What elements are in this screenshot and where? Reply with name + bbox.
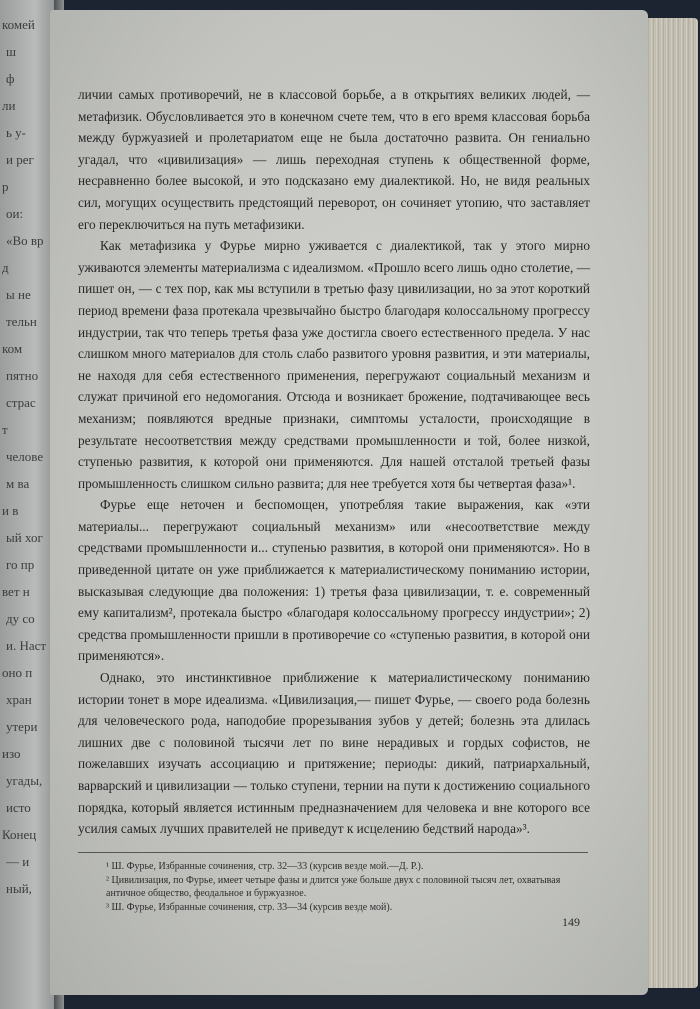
left-page-fragment: ный, [6,881,32,896]
left-page-fragment: угады, [6,773,43,788]
left-page-fragment: утери [6,719,38,734]
left-page-fragment: ф [6,71,15,86]
left-page-fragment: ы не [6,287,31,302]
left-page-fragment: ли [2,98,16,113]
right-page [50,10,648,995]
paragraph: Фурье еще неточен и беспомощен, употребляя такие выражения, как «эти материалы... перегружают социальный механизм» или «несоответствие между средствами промышленности и... ступенью развития, в которой они применяются». Но в приведенной цитате он уже приближается к материалистическому пониманию истории, высказывая следующие два положения: 1) третья фаза цивилизации, т. е. современный ему капитализм², протекала быстро «благодаря колоссальному прогрессу индустрии»; 2) средства промышленности пришли в противоречие со «ступенью развития, в которой они применяются». [78,497,590,664]
left-page-fragment: — и [6,854,30,869]
left-page-fragment: ду со [6,611,35,626]
footnote-rule [78,852,588,853]
left-page-fragment: оно п [2,665,33,680]
left-page-fragment: го пр [6,557,35,572]
left-page-fragment: ком [2,341,23,356]
paragraph: Однако, это инстинктивное приближение к материалистическому пониманию истории тонет в море идеализма. «Цивилизация,— пишет Фурье, — своего рода болезнь для человеческого рода, наподобие прорезывания зубов у детей; болезнь эта длилась лишних две с половиной тысячи лет по вине нерадивых и гордых софистов, не пожелавших изучать ассоциацию и притяжение; периоды: дикий, патриархальный, варварский и цивилизации — только ступени, тернии на пути к достижению социального порядка, который является истинным предназначением для человека и вне которого все усилия самых лучших правителей не приведут к исцелению бедствий народа»³. [78,670,590,837]
paragraph: личии самых противоречий, не в классовой борьбе, а в открытиях великих людей, — метафизик. Обусловливается это в конечном счете тем, что в его время классовая борьба между буржуазией и пролетариатом еще не была достаточно развита. Он гениально угадал, что «цивилизация» — лишь переходная ступень к общественной форме, несравненно более высокой, и это подсказано ему диалектикой. Но, не видя реальных сил, могущих осуществить предстоящий переворот, он сочиняет утопию, что заставляет его переключиться на путь метафизики. [78,87,590,232]
footnote: ² Цивилизация, по Фурье, имеет четыре фазы и длится уже больше двух с половиной тысяч лет, охватывая античное общество, феодальное и буржуазное. [106,874,561,899]
left-page-fragment: и в [2,503,19,518]
left-page-fragment: челове [6,449,44,464]
left-page-fragment: «Во вр [6,233,44,248]
left-page-fragment: пятно [6,368,39,383]
footnote: ³ Ш. Фурье, Избранные сочинения, стр. 33—34 (курсив везде мой). [106,901,393,913]
left-page-fragment: вет н [2,584,30,599]
left-page-fragment: р [2,179,9,194]
left-page-fragment: тельн [6,314,37,329]
left-page-fragment: и. Наст [6,638,47,653]
left-page-fragment: и рег [6,152,34,167]
left-page-fragment: комей [2,17,35,32]
left-page-fragment: т [2,422,8,437]
left-page-fragment: Конец [2,827,37,842]
page-number: 149 [562,915,580,929]
left-page-fragment: ш [6,44,17,59]
footnotes [78,860,598,914]
body-text [78,84,590,840]
left-page-fragment: м ва [6,476,30,491]
left-page-fragment: ои: [6,206,24,221]
left-page-fragment: ый хог [6,530,43,545]
left-page-fragment: д [2,260,9,275]
left-page-fragment: ь у- [6,125,27,140]
left-page-fragment: хран [6,692,32,707]
footnote: ¹ Ш. Фурье, Избранные сочинения, стр. 32—33 (курсив везде мой.—Д. Р.). [106,861,424,872]
paragraph: Как метафизика у Фурье мирно уживается с диалектикой, так у этого мирно уживаются элементы материализма с идеализмом. «Прошло всего лишь одно столетие, — пишет он, — с тех пор, как мы вступили в третью фазу цивилизации, но за этот короткий период времени фаза протекала чрезвычайно быстро благодаря колоссальному прогрессу индустрии, так что теперь третья фаза уже достигла своего естественного предела. У нас слишком много материалов для столь слабо развитого уровня развития, и эти материалы, не находя для себя естественного применения, перегружают социальный механизм и служат причиной его недомогания. Отсюда и возникает брожение, подтачивающее весь механизм; появляются вредные признаки, симптомы усталости, происходящие в результате несоответствия между средствами промышленности и той, более низкой, ступенью развития, к которой они применяются. Для нашей отсталой третьей фазы промышленность слишком сильно развита; для нее требуется хотя бы четвертая фаза»¹. [78,238,590,491]
left-page-fragment: исто [6,800,31,815]
left-page-fragment: страс [6,395,36,410]
page-edges [640,18,698,988]
left-page-fragment: изо [2,746,21,761]
